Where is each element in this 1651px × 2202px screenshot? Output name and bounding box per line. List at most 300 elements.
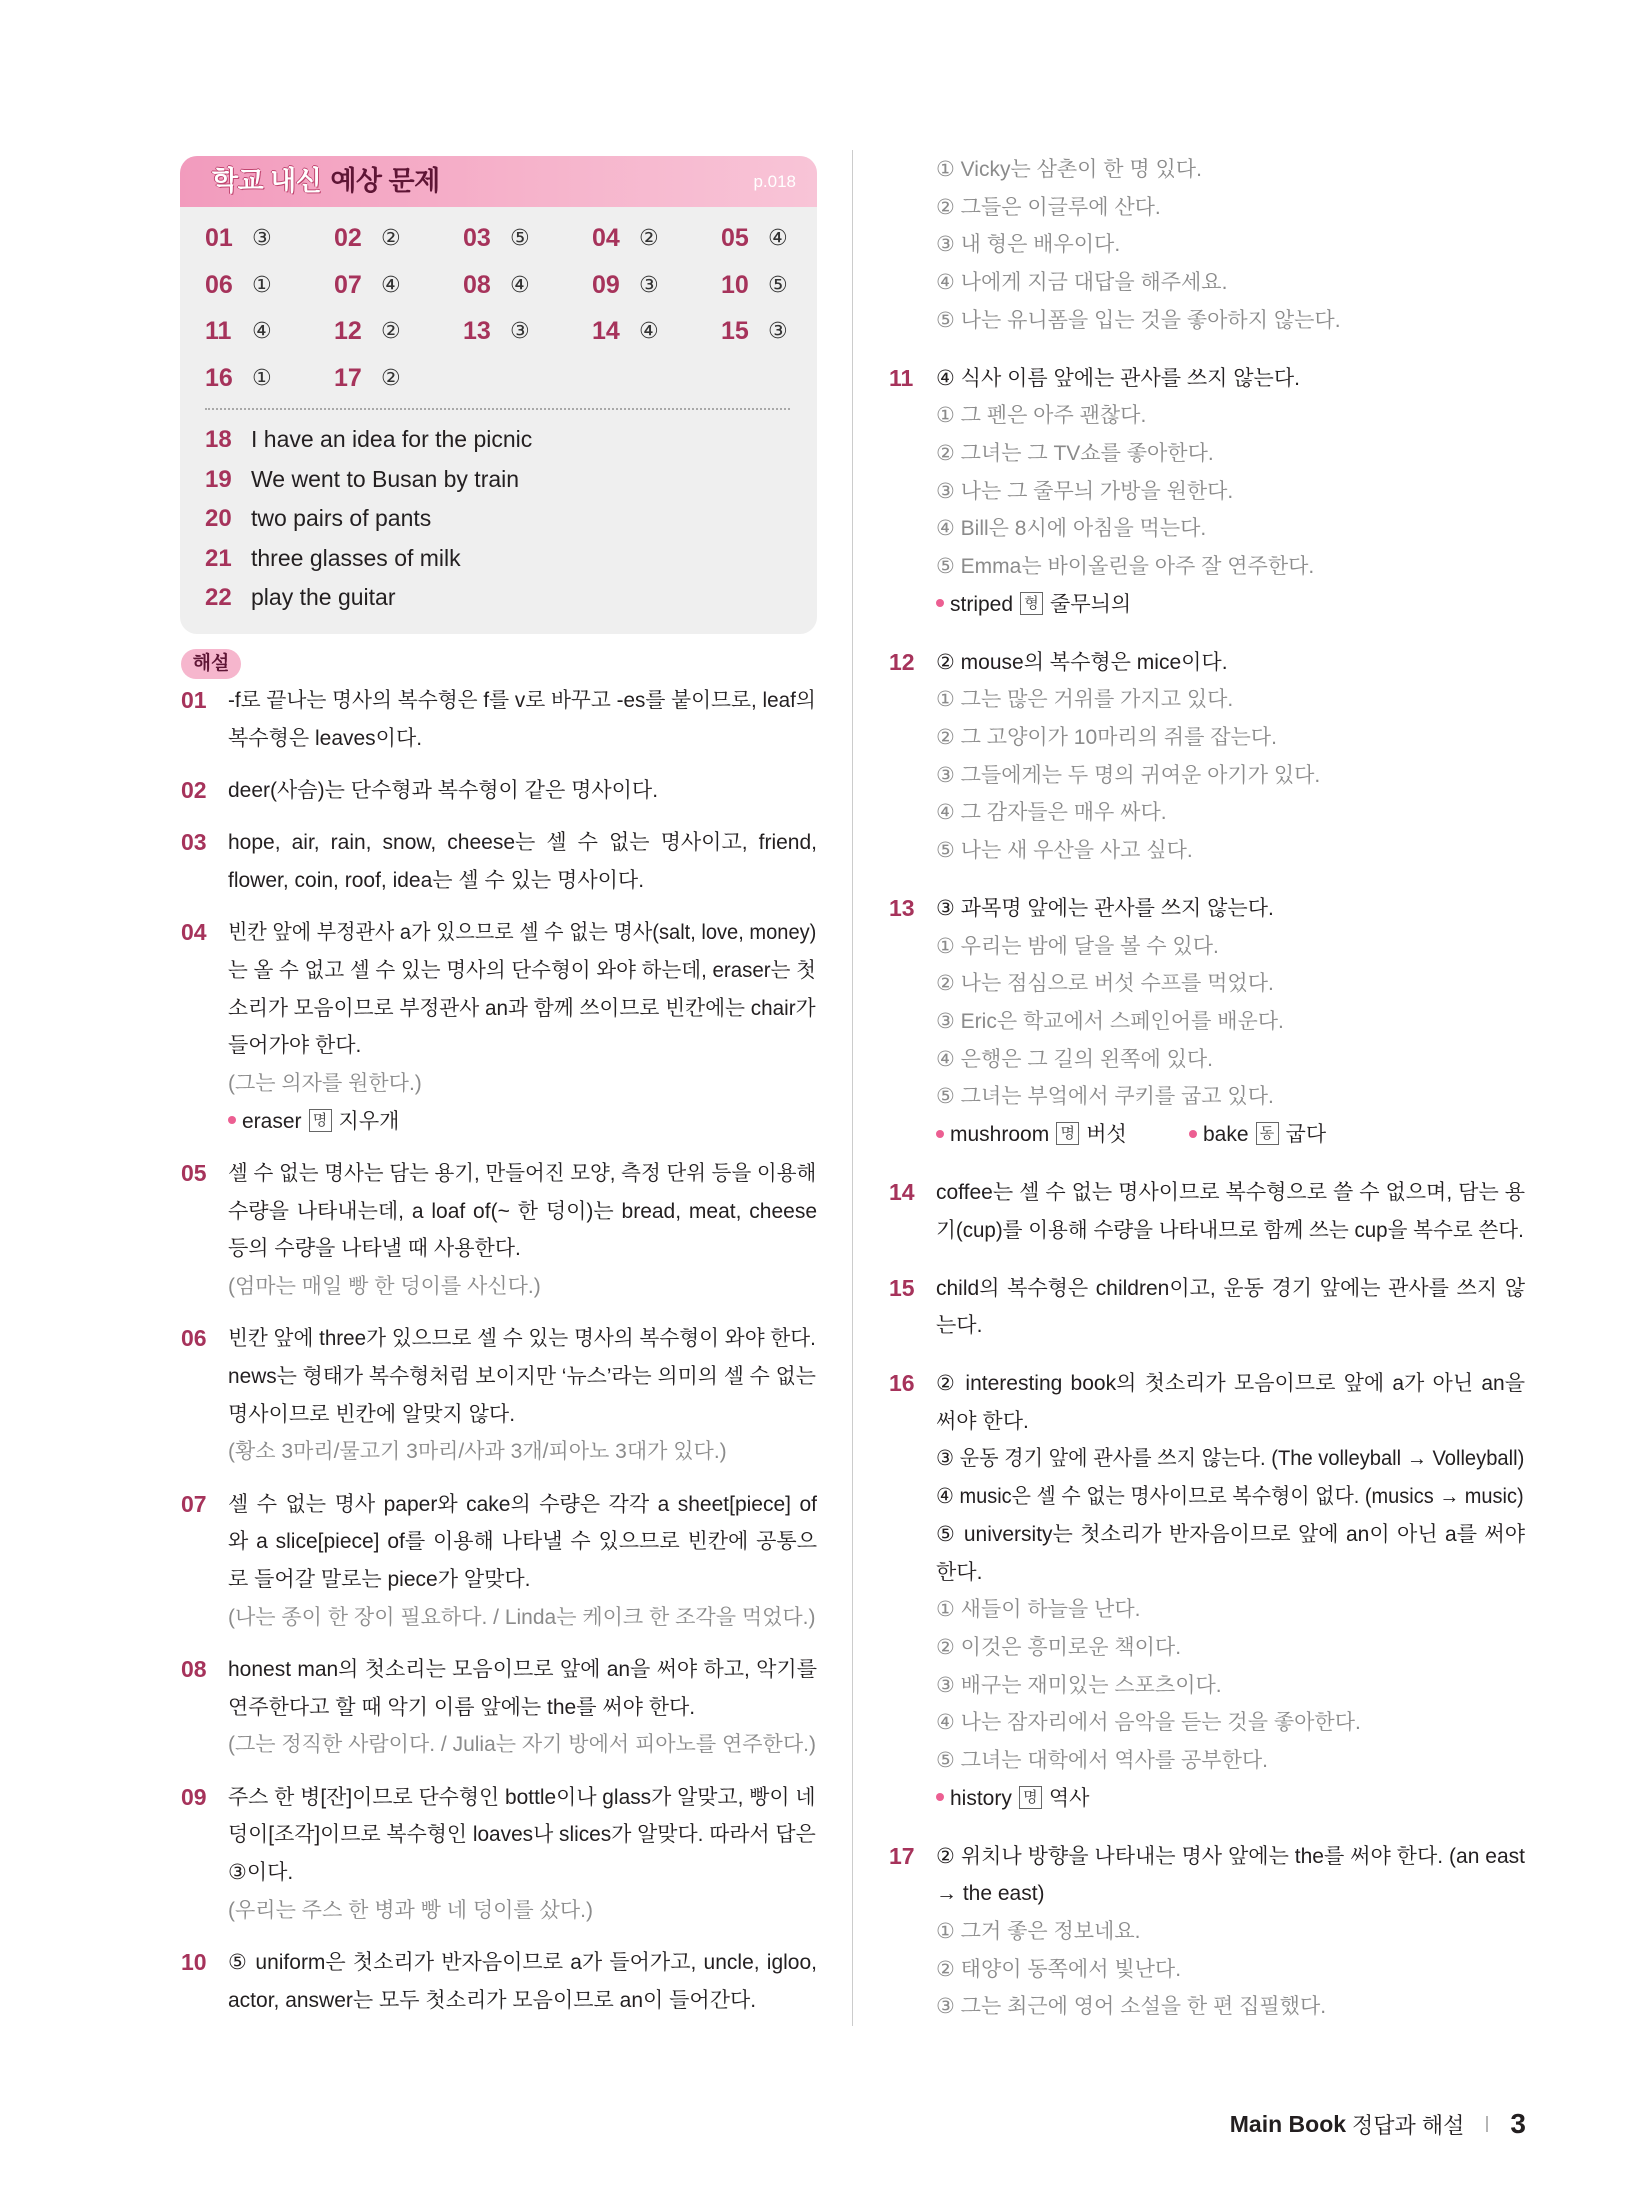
explanation-line bbox=[228, 1230, 817, 1268]
short-answer-text: I have an idea for the picnic bbox=[251, 426, 533, 452]
translation-line-text: ② 이것은 흥미로운 책이다. bbox=[936, 1635, 1182, 1659]
item-lines bbox=[228, 1651, 817, 1764]
explanation-badge: 해설 bbox=[181, 649, 241, 679]
translation-line bbox=[228, 1433, 817, 1471]
translation-line bbox=[936, 1667, 1525, 1705]
translation-line bbox=[936, 510, 1525, 548]
short-answer-row bbox=[205, 499, 532, 539]
bullet-icon bbox=[228, 1116, 236, 1124]
translation-line bbox=[936, 794, 1525, 832]
short-answer-row bbox=[205, 420, 532, 460]
vocab-line bbox=[228, 1103, 817, 1141]
translation-line-text: ① 그 펜은 아주 괜찮다. bbox=[936, 404, 1147, 428]
explanation-item bbox=[181, 1651, 818, 1764]
explanation-line-text: -f로 끝나는 명사의 복수형은 f를 v로 바꾸고 -es를 붙이므로, leaf의 bbox=[228, 689, 816, 712]
explanation-item bbox=[889, 360, 1526, 624]
explanation-line bbox=[228, 1027, 817, 1065]
answer-choice: ① bbox=[252, 365, 272, 391]
answer-choice: ③ bbox=[639, 272, 659, 298]
item-lines bbox=[936, 360, 1525, 624]
explanation-line-text: ④ 식사 이름 앞에는 관사를 쓰지 않는다. bbox=[936, 366, 1300, 390]
explanation-line-text: 는 올 수 없고 셀 수 있는 명사의 단수형이 와야 하는데, eraser는 첫 bbox=[228, 958, 816, 982]
translation-line-text: ⑤ 나는 새 우산을 사고 싶다. bbox=[936, 839, 1193, 863]
explanation-line bbox=[936, 1403, 1525, 1441]
answer-choice: ⑤ bbox=[768, 272, 788, 298]
explanation-item bbox=[181, 1155, 818, 1306]
explanation-line bbox=[228, 824, 817, 862]
answer-cell bbox=[463, 215, 592, 262]
translation-line bbox=[936, 1003, 1525, 1041]
translation-line bbox=[936, 832, 1525, 870]
answer-cell bbox=[334, 355, 463, 402]
vocab-entry bbox=[228, 1103, 481, 1141]
translation-line bbox=[936, 1591, 1525, 1629]
translation-line bbox=[936, 1951, 1525, 1989]
explanation-line-text: ③이다. bbox=[228, 1861, 294, 1884]
answer-cell bbox=[721, 308, 817, 355]
explanation-line-text: → the east) bbox=[936, 1882, 1045, 1906]
explanation-line-text: ② interesting book의 첫소리가 모음이므로 앞에 a가 아닌 an을 bbox=[936, 1372, 1525, 1396]
bullet-icon bbox=[936, 599, 944, 607]
bullet-icon bbox=[936, 1793, 944, 1801]
explanation-line-text: 는다. bbox=[936, 1314, 983, 1338]
explanation-line-text: 한다. bbox=[936, 1560, 983, 1584]
translation-line bbox=[228, 1599, 817, 1637]
translation-line bbox=[936, 1629, 1525, 1667]
explanation-item bbox=[889, 1838, 1526, 2026]
translation-line-text: ② 그 고양이가 10마리의 쥐를 잡는다. bbox=[936, 726, 1277, 749]
short-answer-number: 21 bbox=[205, 544, 232, 572]
explanation-line-text: 명사이므로 빈칸에 알맞지 않다. bbox=[228, 1402, 516, 1426]
section-title-part-a: 학교 내신 bbox=[212, 166, 322, 196]
vocab-entry bbox=[936, 1780, 1189, 1818]
translation-line-text: ② 태양이 동쪽에서 빛난다. bbox=[936, 1957, 1182, 1981]
short-answer-text: two pairs of pants bbox=[251, 505, 432, 531]
translation-line-text: ③ 그는 최근에 영어 소설을 한 편 집필했다. bbox=[936, 1995, 1327, 2019]
part-of-speech-tag: 명 bbox=[1019, 1786, 1042, 1809]
vocab-word: striped bbox=[950, 592, 1014, 616]
explanation-line bbox=[228, 862, 817, 900]
answer-choice: ④ bbox=[252, 319, 272, 345]
answer-number: 08 bbox=[463, 270, 491, 299]
answer-cell bbox=[334, 308, 463, 355]
explanation-line bbox=[228, 1944, 817, 1982]
vocab-entry bbox=[936, 586, 1189, 624]
explanation-item bbox=[889, 1365, 1526, 1817]
answer-number: 05 bbox=[721, 223, 749, 252]
explanation-line-text: 연주한다고 할 때 악기 이름 앞에는 the를 써야 한다. bbox=[228, 1695, 696, 1719]
translation-line bbox=[936, 1988, 1525, 2026]
explanation-line-text: ⑤ university는 첫소리가 반자음이므로 앞에 an이 아닌 a를 써야 bbox=[936, 1522, 1525, 1546]
explanation-line bbox=[228, 1486, 817, 1524]
translation-line-text: ④ 그 감자들은 매우 싸다. bbox=[936, 801, 1167, 825]
answer-number: 09 bbox=[592, 270, 620, 299]
explanation-item bbox=[889, 1270, 1526, 1345]
answer-key-header bbox=[180, 156, 817, 207]
translation-line-text: (그는 의자를 원한다.) bbox=[228, 1071, 422, 1095]
item-number: 16 bbox=[889, 1370, 915, 1397]
explanation-line bbox=[936, 1212, 1525, 1250]
translation-line bbox=[228, 1065, 817, 1103]
explanation-line-text: 셀 수 없는 명사 paper와 cake의 수량은 각각 a sheet[piece] of bbox=[228, 1492, 817, 1516]
explanation-line bbox=[936, 1838, 1525, 1876]
explanation-line-text: ② 위치나 방향을 나타내는 명사 앞에는 the를 써야 한다. (an east bbox=[936, 1844, 1525, 1868]
item-number: 09 bbox=[181, 1783, 207, 1810]
explanation-line bbox=[228, 1689, 817, 1727]
vocab-word: eraser bbox=[242, 1109, 302, 1133]
translation-line bbox=[936, 757, 1525, 795]
explanation-line-text: deer(사슴)는 단수형과 복수형이 같은 명사이다. bbox=[228, 778, 659, 802]
explanation-line bbox=[936, 1307, 1525, 1345]
short-answer-row bbox=[205, 460, 532, 500]
part-of-speech-tag: 명 bbox=[1056, 1122, 1079, 1145]
explanation-line-text: 덩이[조각]이므로 복수형인 loaves나 slices가 알맞다. 따라서 답은 bbox=[228, 1823, 816, 1847]
vocab-entry bbox=[936, 1116, 1189, 1154]
answer-cell bbox=[205, 215, 334, 262]
answer-choice: ③ bbox=[252, 225, 272, 251]
answer-choice: ② bbox=[381, 319, 401, 345]
item-lines bbox=[228, 1155, 817, 1306]
answer-cell bbox=[463, 308, 592, 355]
explanation-item bbox=[181, 1320, 818, 1471]
answer-choice: ④ bbox=[510, 272, 530, 298]
answer-cell bbox=[721, 215, 817, 262]
item-lines bbox=[228, 1486, 817, 1637]
explanation-line bbox=[228, 1523, 817, 1561]
vocab-line bbox=[936, 586, 1525, 624]
item-number: 03 bbox=[181, 829, 207, 856]
explanation-line-text: 기(cup)를 이용해 수량을 나타내므로 함께 쓰는 cup을 복수로 쓴다. bbox=[936, 1218, 1524, 1242]
explanation-item bbox=[181, 914, 818, 1140]
item-number: 15 bbox=[889, 1274, 915, 1301]
translation-line bbox=[936, 965, 1525, 1003]
answer-cell bbox=[334, 262, 463, 309]
translation-line bbox=[936, 1078, 1525, 1116]
answer-cell bbox=[205, 355, 334, 402]
explanation-line bbox=[228, 952, 817, 990]
translation-line-text: ① 그는 많은 거위를 가지고 있다. bbox=[936, 688, 1234, 712]
translation-line-text: ① Vicky는 삼촌이 한 명 있다. bbox=[936, 158, 1202, 181]
translation-line-text: (엄마는 매일 빵 한 덩이를 사신다.) bbox=[228, 1275, 541, 1298]
vocab-word: bake bbox=[1203, 1123, 1249, 1147]
explanation-line bbox=[228, 1358, 817, 1396]
explanation-line bbox=[228, 1155, 817, 1193]
answer-number: 15 bbox=[721, 317, 749, 346]
explanation-line-text: ③ 운동 경기 앞에 관사를 쓰지 않는다. (The volleyball → Volleyball) bbox=[936, 1447, 1525, 1471]
translation-line bbox=[936, 548, 1525, 586]
explanation-line bbox=[936, 1440, 1525, 1478]
answer-number: 10 bbox=[721, 270, 749, 299]
explanation-line bbox=[228, 1193, 817, 1231]
item-number: 07 bbox=[181, 1490, 207, 1517]
item-lines bbox=[228, 1944, 817, 2019]
translation-line-text: ③ 배구는 재미있는 스포츠이다. bbox=[936, 1673, 1222, 1697]
translation-line-text: ③ Eric은 학교에서 스페인어를 배운다. bbox=[936, 1010, 1284, 1033]
translation-line-text: ③ 그들에게는 두 명의 귀여운 아기가 있다. bbox=[936, 763, 1321, 787]
explanation-item bbox=[889, 890, 1526, 1154]
short-answer-text: We went to Busan by train bbox=[251, 465, 520, 492]
explanation-line-text: ③ 과목명 앞에는 관사를 쓰지 않는다. bbox=[936, 896, 1274, 920]
explanation-line-text: child의 복수형은 children이고, 운동 경기 앞에는 관사를 쓰지 않 bbox=[936, 1276, 1525, 1300]
explanation-line-text: flower, coin, roof, idea는 셀 수 있는 명사이다. bbox=[228, 868, 645, 892]
answer-choice: ② bbox=[639, 225, 659, 251]
explanation-item bbox=[181, 1944, 818, 2019]
explanation-line bbox=[228, 1561, 817, 1599]
short-answer-text: play the guitar bbox=[251, 584, 396, 610]
answer-cell bbox=[205, 262, 334, 309]
vocab-word: history bbox=[950, 1786, 1012, 1810]
explanation-column-right bbox=[889, 151, 1526, 2046]
translation-line-text: ① 새들이 하늘을 난다. bbox=[936, 1598, 1141, 1622]
item-lines bbox=[228, 1320, 817, 1471]
translation-line-text: (우리는 주스 한 병과 빵 네 덩이를 샀다.) bbox=[228, 1898, 593, 1922]
translation-line bbox=[936, 226, 1525, 264]
item-number: 17 bbox=[889, 1842, 915, 1869]
bullet-icon bbox=[1189, 1130, 1197, 1138]
explanation-line-text: 와 a slice[piece] of를 이용해 나타낼 수 있으므로 빈칸에 공통으 bbox=[228, 1530, 817, 1554]
explanation-line-text: ② mouse의 복수형은 mice이다. bbox=[936, 650, 1228, 674]
translation-line-text: ② 그녀는 그 TV쇼를 좋아한다. bbox=[936, 442, 1214, 465]
translation-line-text: ④ 나에게 지금 대답을 해주세요. bbox=[936, 271, 1228, 295]
translation-line bbox=[228, 1892, 817, 1930]
translation-line bbox=[936, 435, 1525, 473]
explanation-line bbox=[228, 914, 817, 952]
vocab-meaning: 줄무늬의 bbox=[1050, 592, 1132, 616]
translation-line-text: ③ 내 형은 배우이다. bbox=[936, 233, 1121, 257]
answer-choice: ④ bbox=[639, 319, 659, 345]
section-title-part-b: 예상 문제 bbox=[330, 166, 440, 196]
footer-section-label: 정답과 해설 bbox=[1352, 2112, 1465, 2138]
vocab-meaning: 버섯 bbox=[1086, 1123, 1127, 1147]
dotted-divider bbox=[205, 408, 790, 410]
answer-cell bbox=[592, 262, 721, 309]
item-lines bbox=[228, 772, 817, 810]
answer-cell bbox=[205, 308, 334, 355]
translation-line bbox=[936, 1041, 1525, 1079]
item-number: 14 bbox=[889, 1178, 915, 1205]
vocab-line bbox=[936, 1780, 1525, 1818]
vocab-word: mushroom bbox=[950, 1123, 1050, 1147]
answer-key-box bbox=[180, 156, 817, 634]
short-answer-list bbox=[205, 420, 532, 618]
vocab-line bbox=[936, 1116, 1525, 1154]
explanation-item bbox=[181, 772, 818, 810]
answer-choice: ② bbox=[381, 225, 401, 251]
part-of-speech-tag: 동 bbox=[1256, 1122, 1279, 1145]
answer-number: 17 bbox=[334, 363, 362, 392]
answer-number: 14 bbox=[592, 317, 620, 346]
short-answer-number: 20 bbox=[205, 505, 232, 532]
explanation-column-left bbox=[181, 682, 818, 2034]
footer-separator bbox=[1486, 2116, 1488, 2132]
explanation-item bbox=[889, 151, 1526, 339]
vocab-meaning: 굽다 bbox=[1285, 1123, 1327, 1147]
bullet-icon bbox=[936, 1130, 944, 1138]
explanation-line bbox=[936, 1270, 1525, 1308]
translation-line bbox=[936, 151, 1525, 189]
explanation-line-text: 들어가야 한다. bbox=[228, 1034, 362, 1058]
explanation-line bbox=[936, 1174, 1525, 1212]
vocab-meaning: 역사 bbox=[1048, 1786, 1090, 1810]
item-number: 04 bbox=[181, 919, 207, 946]
item-number: 05 bbox=[181, 1159, 207, 1186]
explanation-line-text: news는 형태가 복수형처럼 보이지만 ‘뉴스’라는 의미의 셀 수 없는 bbox=[228, 1364, 816, 1388]
item-lines bbox=[228, 682, 817, 757]
answer-number: 12 bbox=[334, 317, 362, 346]
explanation-line bbox=[228, 772, 817, 810]
item-lines bbox=[936, 644, 1525, 870]
translation-line bbox=[936, 681, 1525, 719]
translation-line-text: ④ Bill은 8시에 아침을 먹는다. bbox=[936, 517, 1207, 541]
answer-choice: ② bbox=[381, 365, 401, 391]
answer-number: 01 bbox=[205, 223, 233, 252]
explanation-line-text: 셀 수 없는 명사는 담는 용기, 만들어진 모양, 측정 단위 등을 이용해 bbox=[228, 1161, 817, 1185]
translation-line bbox=[936, 302, 1525, 340]
item-lines bbox=[228, 824, 817, 899]
explanation-line bbox=[228, 1779, 817, 1817]
explanation-line bbox=[228, 1854, 817, 1892]
answer-number: 04 bbox=[592, 223, 620, 252]
item-number: 01 bbox=[181, 687, 207, 713]
item-number: 08 bbox=[181, 1655, 207, 1682]
explanation-line bbox=[936, 644, 1525, 682]
answer-number: 16 bbox=[205, 363, 233, 392]
answer-choice: ③ bbox=[510, 319, 530, 345]
translation-line bbox=[936, 264, 1525, 302]
explanation-line bbox=[936, 1478, 1525, 1516]
explanation-line-text: coffee는 셀 수 없는 명사이므로 복수형으로 쓸 수 없으며, 담는 용 bbox=[936, 1180, 1525, 1204]
item-lines bbox=[936, 1838, 1525, 2026]
explanation-line bbox=[228, 720, 817, 758]
explanation-item bbox=[181, 682, 818, 757]
short-answer-text: three glasses of milk bbox=[251, 544, 461, 571]
translation-line-text: (그는 정직한 사람이다. / Julia는 자기 방에서 피아노를 연주한다.) bbox=[228, 1733, 816, 1757]
explanation-line-text: 복수형은 leaves이다. bbox=[228, 726, 423, 750]
explanation-line bbox=[936, 1875, 1525, 1913]
explanation-line bbox=[228, 1651, 817, 1689]
translation-line-text: (나는 종이 한 장이 필요하다. / Linda는 케이크 한 조각을 먹었다.) bbox=[228, 1605, 816, 1629]
answer-choice: ③ bbox=[768, 319, 788, 345]
explanation-line bbox=[228, 682, 817, 720]
answer-number: 11 bbox=[205, 317, 232, 346]
answer-number: 07 bbox=[334, 270, 362, 299]
translation-line-text: ④ 나는 잠자리에서 음악을 듣는 것을 좋아한다. bbox=[936, 1711, 1361, 1735]
translation-line-text: ② 그들은 이글루에 산다. bbox=[936, 195, 1161, 219]
explanation-line bbox=[228, 1396, 817, 1434]
explanation-line-text: actor, answer는 모두 첫소리가 모음이므로 an이 들어간다. bbox=[228, 1988, 757, 2012]
answer-cell bbox=[592, 215, 721, 262]
translation-line bbox=[936, 473, 1525, 511]
translation-line-text: ⑤ 나는 유니폼을 입는 것을 좋아하지 않는다. bbox=[936, 308, 1341, 332]
explanation-line-text: 로 들어갈 말로는 piece가 알맞다. bbox=[228, 1568, 531, 1591]
item-lines bbox=[936, 1270, 1525, 1345]
translation-line-text: ① 그거 좋은 정보네요. bbox=[936, 1919, 1141, 1943]
explanation-item bbox=[181, 1486, 818, 1637]
item-number: 13 bbox=[889, 894, 915, 921]
item-number: 06 bbox=[181, 1325, 207, 1352]
explanation-line-text: honest man의 첫소리는 모음이므로 앞에 an을 써야 하고, 악기를 bbox=[228, 1657, 817, 1681]
page-number: 3 bbox=[1510, 2108, 1526, 2139]
translation-line-text: ④ 은행은 그 길의 왼쪽에 있다. bbox=[936, 1047, 1213, 1071]
translation-line-text: ② 나는 점심으로 버섯 수프를 먹었다. bbox=[936, 972, 1274, 996]
translation-line-text: ⑤ 그녀는 부엌에서 쿠키를 굽고 있다. bbox=[936, 1085, 1274, 1109]
translation-line bbox=[936, 719, 1525, 757]
answer-number: 06 bbox=[205, 270, 233, 299]
answer-choice: ① bbox=[252, 272, 272, 298]
explanation-item bbox=[889, 1174, 1526, 1249]
item-lines bbox=[228, 914, 817, 1140]
translation-line bbox=[936, 928, 1525, 966]
item-number: 02 bbox=[181, 776, 207, 803]
item-number: 11 bbox=[889, 364, 914, 391]
translation-line-text: (황소 3마리/물고기 3마리/사과 3개/피아노 3대가 있다.) bbox=[228, 1440, 727, 1464]
section-title bbox=[212, 156, 440, 207]
vocab-entry bbox=[1189, 1116, 1442, 1154]
short-answer-number: 19 bbox=[205, 465, 232, 493]
explanation-line-text: hope, air, rain, snow, cheese는 셀 수 없는 명사이고, friend, bbox=[228, 831, 817, 855]
item-number: 10 bbox=[181, 1948, 207, 1975]
item-lines bbox=[228, 1779, 817, 1930]
part-of-speech-tag: 명 bbox=[309, 1109, 332, 1132]
explanation-item bbox=[889, 644, 1526, 870]
explanation-line bbox=[228, 1982, 817, 2020]
answer-cell bbox=[334, 215, 463, 262]
answer-choice: ⑤ bbox=[510, 225, 530, 251]
answer-number: 13 bbox=[463, 317, 491, 346]
translation-line bbox=[936, 1704, 1525, 1742]
explanation-line-text: 써야 한다. bbox=[936, 1409, 1029, 1433]
explanation-line-text: 수량을 나타내는데, a loaf of(~ 한 덩이)는 bread, meat, cheese bbox=[228, 1199, 817, 1223]
answer-number: 03 bbox=[463, 223, 491, 252]
explanation-line bbox=[936, 1554, 1525, 1592]
column-divider bbox=[852, 150, 853, 2026]
explanation-line-text: ⑤ uniform은 첫소리가 반자음이므로 a가 들어가고, uncle, igloo, bbox=[228, 1950, 817, 1974]
explanation-line bbox=[228, 1320, 817, 1358]
answer-choice: ④ bbox=[768, 225, 788, 251]
explanation-line-text: 소리가 모음이므로 부정관사 an과 함께 쓰이므로 빈칸에는 chair가 bbox=[228, 996, 816, 1020]
explanation-line-text: 빈칸 앞에 부정관사 a가 있으므로 셀 수 없는 명사(salt, love, money) bbox=[228, 921, 817, 945]
translation-line-text: ⑤ 그녀는 대학에서 역사를 공부한다. bbox=[936, 1748, 1269, 1772]
short-answer-row bbox=[205, 578, 532, 618]
explanation-item bbox=[181, 824, 818, 899]
page-footer bbox=[1230, 2106, 1526, 2142]
footer-book-title: Main Book bbox=[1229, 2110, 1347, 2137]
explanation-line bbox=[936, 360, 1525, 398]
answer-cell bbox=[592, 308, 721, 355]
translation-line bbox=[936, 1742, 1525, 1780]
answer-cell bbox=[721, 262, 817, 309]
item-lines bbox=[936, 1174, 1525, 1249]
answer-number: 02 bbox=[334, 223, 362, 252]
part-of-speech-tag: 형 bbox=[1020, 592, 1043, 615]
page-reference: p.018 bbox=[753, 172, 796, 191]
explanation-line bbox=[936, 1516, 1525, 1554]
item-lines bbox=[936, 151, 1525, 339]
vocab-meaning: 지우개 bbox=[338, 1109, 400, 1133]
item-number: 12 bbox=[889, 648, 915, 675]
explanation-line bbox=[228, 1816, 817, 1854]
explanation-line bbox=[936, 890, 1525, 928]
translation-line bbox=[936, 1913, 1525, 1951]
explanation-line-text: 주스 한 병[잔]이므로 단수형인 bottle이나 glass가 알맞고, 빵이 네 bbox=[228, 1785, 816, 1809]
item-lines bbox=[936, 1365, 1525, 1817]
explanation-line-text: ④ music은 셀 수 없는 명사이므로 복수형이 없다. (musics → music) bbox=[936, 1485, 1524, 1509]
explanation-line bbox=[228, 990, 817, 1028]
translation-line-text: ③ 나는 그 줄무늬 가방을 원한다. bbox=[936, 479, 1234, 503]
item-lines bbox=[936, 890, 1525, 1154]
answer-choice: ④ bbox=[381, 272, 401, 298]
explanation-item bbox=[181, 1779, 818, 1930]
